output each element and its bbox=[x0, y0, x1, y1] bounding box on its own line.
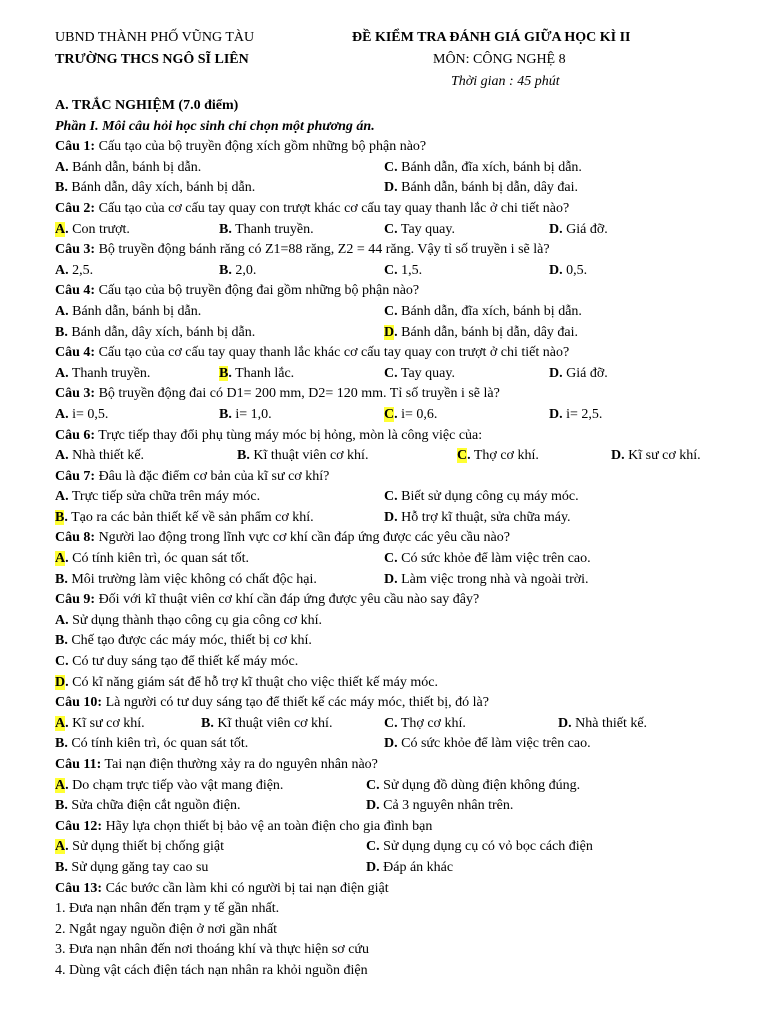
q6-options bbox=[55, 446, 728, 467]
q3b-option-c: C. i= 0,6. bbox=[384, 406, 438, 422]
q9-option-a: A. Sử dụng thành thạo công cụ gia công cơ khí. bbox=[55, 612, 322, 628]
q2-option-d: D. Giá đỡ. bbox=[549, 221, 608, 237]
school-name: TRƯỜNG THCS NGÔ SĨ LIÊN bbox=[55, 52, 249, 67]
q1-options-row2 bbox=[55, 178, 728, 199]
q10-options bbox=[55, 714, 728, 735]
q1-options-row1 bbox=[55, 158, 728, 179]
q10-option-b2: B. Có tính kiên trì, óc quan sát tốt. bbox=[55, 736, 249, 752]
q11-option-c: C. Sử dụng đồ dùng điện không đúng. bbox=[366, 777, 581, 793]
q4b-option-d: D. Giá đỡ. bbox=[549, 365, 608, 381]
q10-option-c: C. Thợ cơ khí. bbox=[384, 715, 466, 731]
q4-option-c: C. Bánh dẫn, đĩa xích, bánh bị dẫn. bbox=[384, 303, 582, 319]
question-4b: Câu 4: Cấu tạo của cơ cấu tay quay thanh lắc khác cơ cấu tay quay con trượt ở chi tiết nào? bbox=[55, 345, 570, 361]
q10-option-b: B. Kĩ thuật viên cơ khí. bbox=[201, 715, 333, 731]
q4b-option-b: B. Thanh lắc. bbox=[219, 365, 295, 381]
question-6: Câu 6: Trực tiếp thay đổi phụ tùng máy móc bị hỏng, mòn là công việc của: bbox=[55, 427, 483, 443]
question-12: Câu 12: Hãy lựa chọn thiết bị bảo vệ an toàn điện cho gia đình bạn bbox=[55, 818, 433, 834]
q6-option-b: B. Kĩ thuật viên cơ khí. bbox=[237, 448, 369, 464]
q11-option-a: A. Do chạm trực tiếp vào vật mang điện. bbox=[55, 777, 284, 793]
q3b-option-a: A. i= 0,5. bbox=[55, 406, 109, 422]
org-name: UBND THÀNH PHỐ VŨNG TÀU bbox=[55, 30, 255, 45]
q4-options-row1 bbox=[55, 302, 728, 323]
q1-option-d: D. Bánh dẫn, bánh bị dẫn, dây đai. bbox=[384, 180, 579, 196]
q6-option-d: D. Kĩ sư cơ khí. bbox=[611, 448, 701, 464]
q13-step-4: 4. Dùng vật cách điện tách nạn nhân ra khỏi nguồn điện bbox=[55, 962, 368, 978]
q3-option-c: C. 1,5. bbox=[384, 262, 423, 278]
q10-options-row2 bbox=[55, 734, 728, 755]
q2-option-c: C. Tay quay. bbox=[384, 221, 455, 237]
q2-option-b: B. Thanh truyền. bbox=[219, 221, 314, 237]
q4b-options bbox=[55, 364, 728, 385]
q4-options-row2 bbox=[55, 323, 728, 344]
q11-options-row2 bbox=[55, 796, 728, 817]
q13-step-2: 2. Ngắt ngay nguồn điện ở nơi gần nhất bbox=[55, 921, 278, 937]
question-3b: Câu 3: Bộ truyền động đai có D1= 200 mm, D2= 120 mm. Tỉ số truyền i sẽ là? bbox=[55, 386, 500, 402]
q13-step-1: 1. Đưa nạn nhân đến trạm y tế gần nhất. bbox=[55, 901, 280, 917]
q12-option-a: A. Sử dụng thiết bị chống giật bbox=[55, 839, 224, 855]
q8-options-row2 bbox=[55, 570, 728, 591]
q4b-option-c: C. Tay quay. bbox=[384, 365, 455, 381]
q9-option-d: D. Có kĩ năng giám sát để hỗ trợ kĩ thuật cho việc thiết kế máy móc. bbox=[55, 674, 438, 690]
q1-option-c: C. Bánh dẫn, đĩa xích, bánh bị dẫn. bbox=[384, 159, 582, 175]
time-line: Thời gian : 45 phút bbox=[451, 74, 560, 89]
q3-option-d: D. 0,5. bbox=[549, 262, 588, 278]
q7-option-a: A. Trực tiếp sửa chữa trên máy móc. bbox=[55, 489, 261, 505]
q9-option-c: C. Có tư duy sáng tạo để thiết kế máy móc. bbox=[55, 654, 299, 670]
q7-option-c: C. Biết sử dụng công cụ máy móc. bbox=[384, 489, 579, 505]
exam-title: ĐỀ KIỂM TRA ĐÁNH GIÁ GIỮA HỌC KÌ II bbox=[352, 30, 631, 45]
q8-option-b: B. Môi trường làm việc không có chất độc hại. bbox=[55, 571, 317, 587]
q12-option-c: C. Sử dụng dụng cụ có vỏ bọc cách điện bbox=[366, 839, 593, 855]
q4b-option-a: A. Thanh truyền. bbox=[55, 365, 151, 381]
question-1: Câu 1: Cấu tạo của bộ truyền động xích gồm những bộ phận nào? bbox=[55, 139, 427, 155]
q3b-option-b: B. i= 1,0. bbox=[219, 406, 272, 422]
q4-option-a: A. Bánh dẫn, bánh bị dẫn. bbox=[55, 303, 202, 319]
q4-option-d: D. Bánh dẫn, bánh bị dẫn, dây đai. bbox=[384, 324, 579, 340]
q12-option-b: B. Sử dụng găng tay cao su bbox=[55, 859, 209, 875]
q10-option-a: A. Kĩ sư cơ khí. bbox=[55, 715, 145, 731]
q2-option-a: A. Con trượt. bbox=[55, 221, 130, 237]
question-2: Câu 2: Cấu tạo của cơ cấu tay quay con trượt khác cơ cấu tay quay thanh lắc ở chi tiết nào? bbox=[55, 200, 570, 216]
q7-options-row1 bbox=[55, 487, 728, 508]
q6-option-a: A. Nhà thiết kế. bbox=[55, 448, 145, 464]
q4-option-b: B. Bánh dẫn, dây xích, bánh bị dẫn. bbox=[55, 324, 256, 340]
q6-option-c: C. Thợ cơ khí. bbox=[457, 448, 539, 464]
q10-option-d: D. Nhà thiết kế. bbox=[558, 715, 648, 731]
q12-option-d: D. Đáp án khác bbox=[366, 859, 454, 875]
q3-options bbox=[55, 261, 728, 282]
q7-options-row2 bbox=[55, 508, 728, 529]
q1-option-b: B. Bánh dẫn, dây xích, bánh bị dẫn. bbox=[55, 180, 256, 196]
q11-options-row1 bbox=[55, 776, 728, 797]
q8-option-a: A. Có tính kiên trì, óc quan sát tốt. bbox=[55, 551, 250, 567]
question-3: Câu 3: Bộ truyền động bánh răng có Z1=88 răng, Z2 = 44 răng. Vậy tỉ số truyền i sẽ là? bbox=[55, 242, 550, 258]
question-10: Câu 10: Là người có tư duy sáng tạo để thiết kế các máy móc, thiết bị, đó là? bbox=[55, 695, 489, 711]
q3-option-a: A. 2,5. bbox=[55, 262, 94, 278]
question-13: Câu 13: Các bước cần làm khi có người bị tai nạn điện giật bbox=[55, 880, 389, 896]
question-7: Câu 7: Đâu là đặc điểm cơ bản của kĩ sư cơ khí? bbox=[55, 468, 330, 484]
q3-option-b: B. 2,0. bbox=[219, 262, 257, 278]
q8-option-d: D. Làm việc trong nhà và ngoài trời. bbox=[384, 571, 589, 587]
q11-option-d: D. Cả 3 nguyên nhân trên. bbox=[366, 798, 514, 814]
part-title: Phần I. Môi câu hỏi học sinh chỉ chọn một phương án. bbox=[55, 118, 375, 134]
q2-options bbox=[55, 220, 728, 241]
exam-header bbox=[55, 30, 728, 96]
question-8: Câu 8: Người lao động trong lĩnh vực cơ khí cần đáp ứng được các yêu cầu nào? bbox=[55, 530, 510, 546]
q3b-option-d: D. i= 2,5. bbox=[549, 406, 603, 422]
q12-options-row2 bbox=[55, 858, 728, 879]
q7-option-d: D. Hỗ trợ kĩ thuật, sửa chữa máy. bbox=[384, 509, 571, 525]
q13-step-3: 3. Đưa nạn nhân đến nơi thoáng khí và thực hiện sơ cứu bbox=[55, 942, 370, 958]
question-11: Câu 11: Tai nạn điện thường xảy ra do nguyên nhân nào? bbox=[55, 757, 378, 772]
q8-options-row1 bbox=[55, 549, 728, 570]
q11-option-b: B. Sửa chữa điện cắt nguồn điện. bbox=[55, 798, 241, 814]
q9-option-b: B. Chế tạo được các máy móc, thiết bị cơ khí. bbox=[55, 633, 312, 649]
q10-option-d2: D. Có sức khỏe để làm việc trên cao. bbox=[384, 736, 591, 752]
q12-options-row1 bbox=[55, 837, 728, 858]
question-9: Câu 9: Đối với kĩ thuật viên cơ khí cần đáp ứng được yêu cầu nào say đây? bbox=[55, 592, 480, 608]
question-4: Câu 4: Cấu tạo của bộ truyền động đai gồm những bộ phận nào? bbox=[55, 283, 420, 299]
subject-line: MÔN: CÔNG NGHỆ 8 bbox=[433, 52, 566, 67]
q7-option-b: B. Tạo ra các bản thiết kế về sản phẩm cơ khí. bbox=[55, 509, 314, 525]
q1-option-a: A. Bánh dẫn, bánh bị dẫn. bbox=[55, 159, 202, 175]
q8-option-c: C. Có sức khỏe để làm việc trên cao. bbox=[384, 551, 591, 567]
q3b-options bbox=[55, 405, 728, 426]
section-title: A. TRẮC NGHIỆM (7.0 điểm) bbox=[55, 98, 239, 113]
